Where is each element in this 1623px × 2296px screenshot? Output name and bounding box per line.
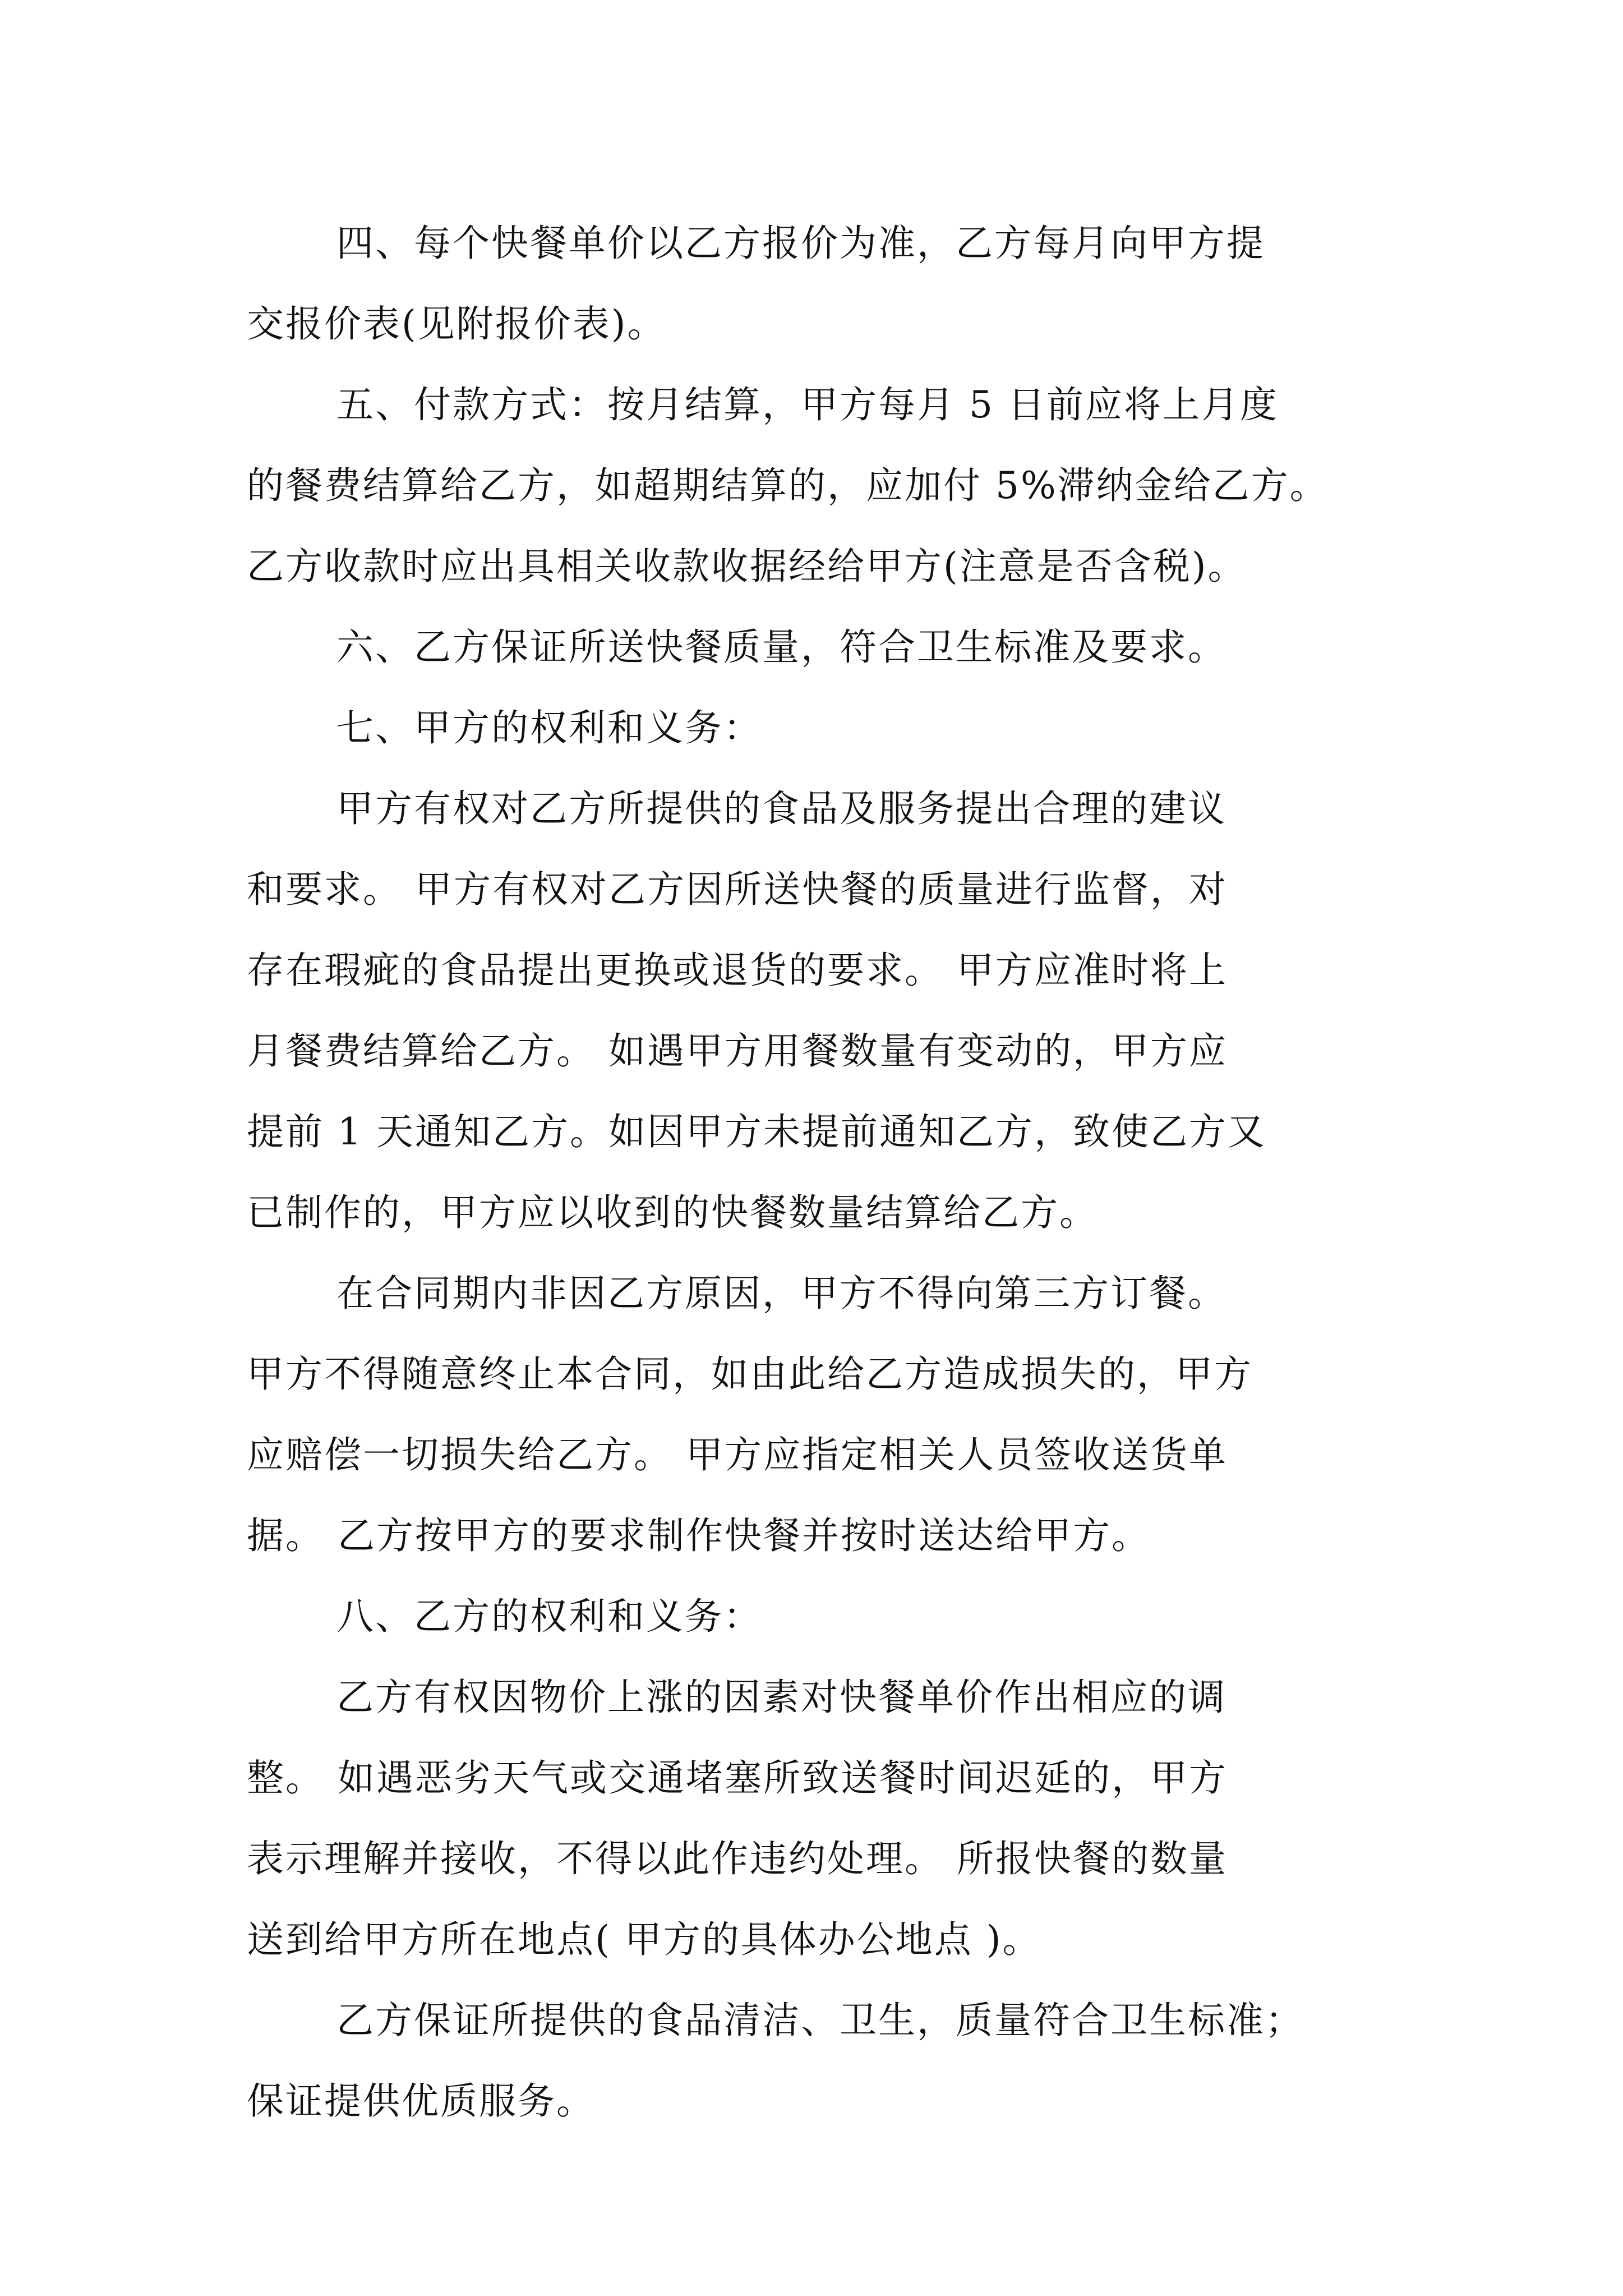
- text-line: 乙方保证所提供的食品清洁、卫生，质量符合卫生标准；: [336, 1999, 1304, 2042]
- text-line: 五、付款方式：按月结算，甲方每月 5 日前应将上月度: [336, 383, 1279, 426]
- text-line: 交报价表(见附报价表)。: [247, 302, 666, 346]
- text-line: 表示理解并接收，不得以此作违约处理。 所报快餐的数量: [247, 1837, 1228, 1880]
- text-line: 月餐费结算给乙方。 如遇甲方用餐数量有变动的，甲方应: [247, 1029, 1228, 1073]
- text-line: 乙方收款时应出具相关收款收据经给甲方(注意是否含税)。: [247, 545, 1247, 588]
- text-line: 七、甲方的权利和义务：: [336, 706, 762, 749]
- text-line: 保证提供优质服务。: [247, 2079, 595, 2123]
- text-line: 应赔偿一切损失给乙方。 甲方应指定相关人员签收送货单: [247, 1433, 1228, 1476]
- text-line: 的餐费结算给乙方，如超期结算的，应加付 5%滞纳金给乙方。: [247, 464, 1329, 507]
- text-line: 提前 1 天通知乙方。如因甲方未提前通知乙方，致使乙方又: [247, 1110, 1266, 1153]
- text-line: 据。 乙方按甲方的要求制作快餐并按时送达给甲方。: [247, 1514, 1150, 1557]
- text-line: 乙方有权因物价上涨的因素对快餐单价作出相应的调: [336, 1676, 1227, 1719]
- text-line: 八、乙方的权利和义务：: [336, 1595, 762, 1638]
- text-line: 四、每个快餐单价以乙方报价为准，乙方每月向甲方提: [336, 222, 1265, 265]
- text-line: 已制作的，甲方应以收到的快餐数量结算给乙方。: [247, 1191, 1098, 1234]
- text-line: 甲方不得随意终止本合同，如由此给乙方造成损失的，甲方: [247, 1352, 1253, 1396]
- text-line: 甲方有权对乙方所提供的食品及服务提出合理的建议: [336, 787, 1227, 830]
- text-line: 和要求。 甲方有权对乙方因所送快餐的质量进行监督，对: [247, 868, 1228, 911]
- text-line: 整。 如遇恶劣天气或交通堵塞所致送餐时间迟延的，甲方: [247, 1756, 1228, 1800]
- text-line: 送到给甲方所在地点( 甲方的具体办公地点 )。: [247, 1918, 1041, 1961]
- text-line: 在合同期内非因乙方原因，甲方不得向第三方订餐。: [336, 1272, 1227, 1315]
- text-line: 六、乙方保证所送快餐质量，符合卫生标准及要求。: [336, 625, 1227, 669]
- text-line: 存在瑕疵的食品提出更换或退货的要求。 甲方应准时将上: [247, 949, 1228, 992]
